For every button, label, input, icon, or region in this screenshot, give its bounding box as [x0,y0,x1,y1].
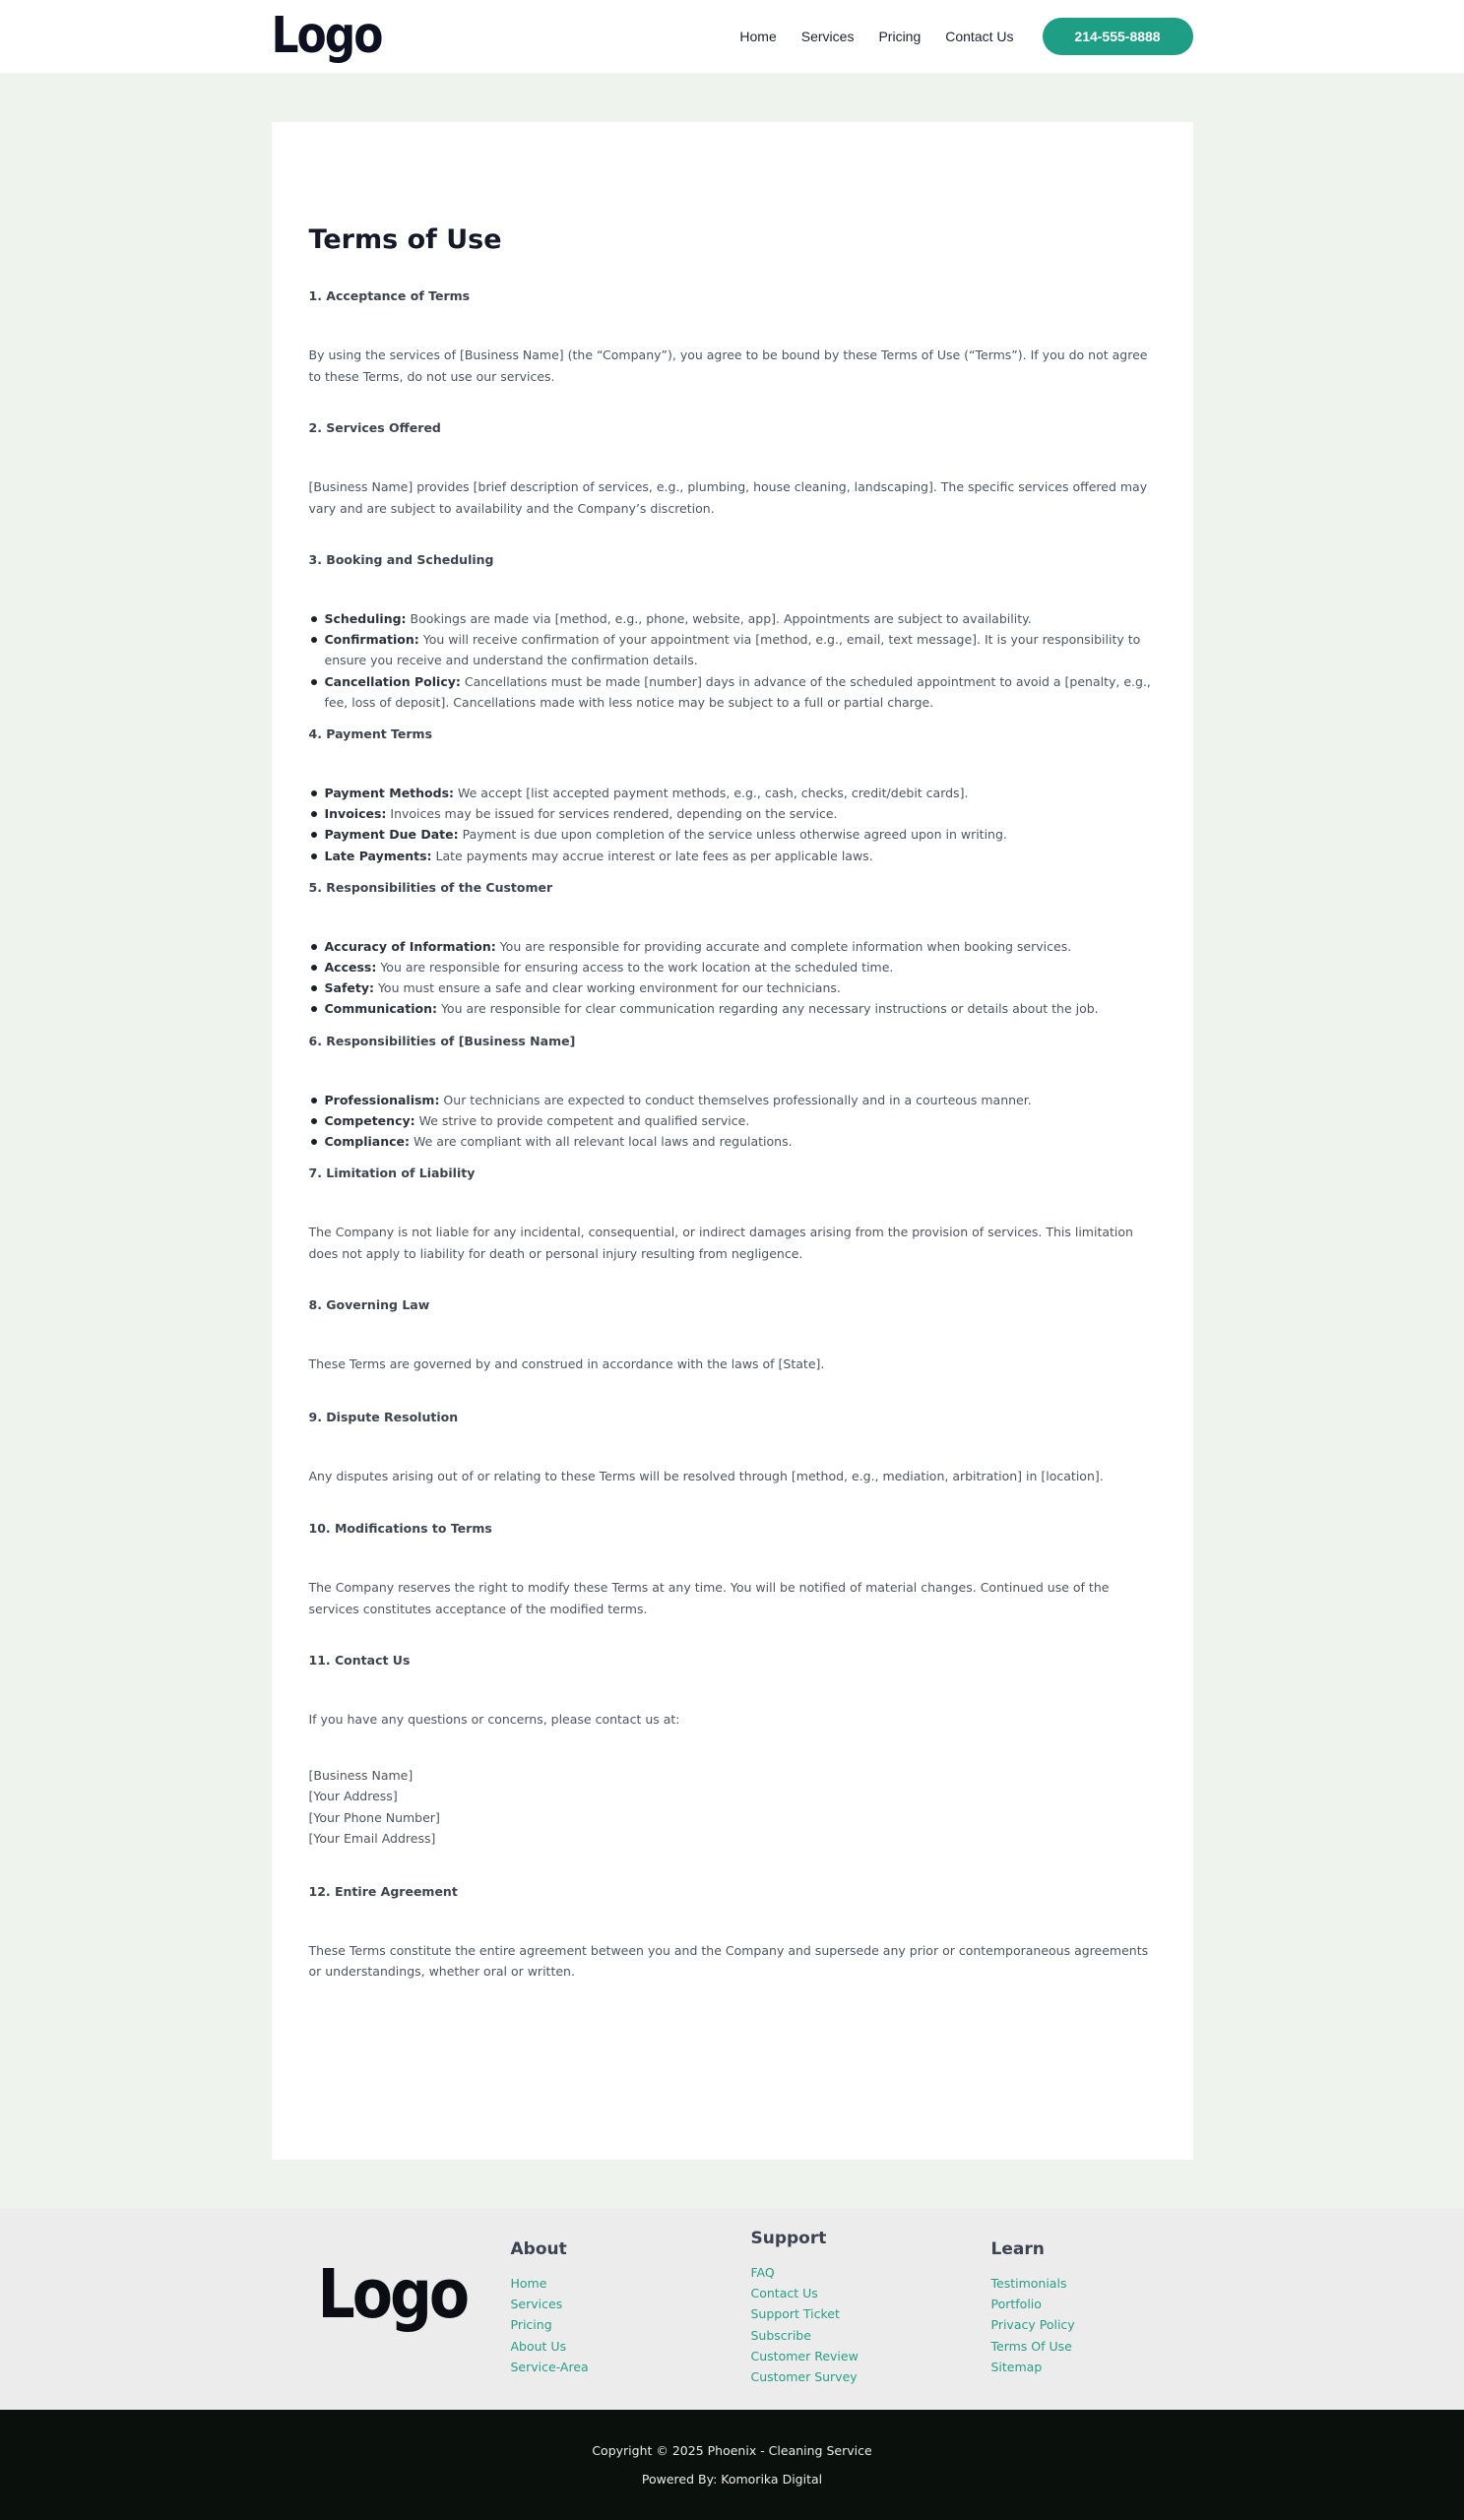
section-heading-modifications: 10. Modifications to Terms [308,1521,492,1537]
list-item-label: Communication: [324,1001,437,1017]
section-heading-booking: 3. Booking and Scheduling [308,552,494,567]
section-heading-governing-law: 8. Governing Law [308,1297,430,1313]
section-heading-business-responsibilities: 6. Responsibilities of [Business Name] [308,1033,576,1048]
list-item-label: Professionalism: [324,1092,440,1107]
list-item-label: Access: [324,960,377,976]
header-inner [272,0,1193,73]
list-item [309,671,1156,713]
list-item [309,803,1156,824]
list-item-label: Competency: [324,1112,415,1128]
footer-link-customer-review[interactable]: Customer Review [750,2348,859,2363]
list-item [309,824,1156,845]
list-item-label: Accuracy of Information: [324,938,496,954]
section-text-modifications: The Company reserves the right to modify these Terms at any time. You will be notified of material changes. Continued use of the services constitutes acceptance of the modified terms. [308,1580,1110,1616]
terms-card [272,122,1193,2160]
section-text-dispute: Any disputes arising out of or relating to these Terms will be resolved through [method, e.g., mediation, arbitration] in [location]. [308,1468,1104,1483]
footer-heading-learn: Learn [990,2239,1045,2259]
footer-link-subscribe[interactable]: Subscribe [750,2327,811,2343]
section-heading-services: 2. Services Offered [308,420,441,435]
list-item [309,936,1156,957]
footer-link-services[interactable]: Services [510,2297,563,2312]
site-footer [0,2208,1464,2410]
powered-by-text: Powered By: Komorika Digital [641,2472,823,2487]
list-item-text: You are responsible for clear communication regarding any necessary instructions or details about the job. [436,1001,1099,1017]
footer-inner [272,2208,1193,2410]
list-item [309,998,1156,1019]
footer-link-about-us[interactable]: About Us [510,2338,567,2354]
footer-link-testimonials[interactable]: Testimonials [990,2276,1067,2291]
section-heading-payment: 4. Payment Terms [308,726,433,742]
list-item-text: Invoices may be issued for services rendered, depending on the service. [386,806,838,822]
list-item-label: Compliance: [324,1134,411,1150]
list-item [309,608,1156,629]
list-item-text: You will receive confirmation of your appointment via [method, e.g., email, text message]. It is your responsibility to ensure you receive and understand the confirmation details. [324,632,1141,668]
section-text-governing-law: These Terms are governed by and construed in accordance with the laws of [State]. [308,1356,825,1372]
main-nav [739,18,1192,55]
list-item-text: We strive to provide competent and qualified service. [414,1112,750,1128]
list-item [309,1131,1156,1152]
list-item-text: Cancellations must be made [number] days in advance of the scheduled appointment to avoid a [penalty, e.g., fee, loss of deposit]. Cancellations made with less notice may be subject to a full or partial charge. [324,673,1151,710]
footer-column-about [511,2239,708,2377]
page-title: Terms of Use [308,224,502,255]
list-item-text: You must ensure a safe and clear working environment for our technicians. [373,980,841,996]
footer-link-contact-us[interactable]: Contact Us [750,2286,818,2301]
copyright-bar [0,2410,1464,2520]
footer-logo[interactable]: Logo [317,2254,468,2335]
list-item-label: Cancellation Policy: [324,673,461,689]
business-responsibilities-list [309,1090,1156,1153]
section-heading-dispute: 9. Dispute Resolution [308,1409,459,1424]
footer-heading-about: About [510,2239,567,2259]
footer-column-support [751,2229,948,2387]
main-content [0,73,1464,2208]
list-item-label: Payment Methods: [324,786,455,801]
list-item-text: Our technicians are expected to conduct themselves professionally and in a courteous manner. [439,1092,1032,1107]
section-text-liability: The Company is not liable for any incidental, consequential, or indirect damages arising from the provision of services. This limitation does not apply to liability for death or personal injury resulting from negligence. [308,1225,1133,1261]
contact-address: [Your Address] [308,1789,398,1804]
footer-link-sitemap[interactable]: Sitemap [990,2359,1043,2374]
list-item-label: Late Payments: [324,848,432,863]
list-item-label: Confirmation: [324,632,419,648]
list-item [309,1090,1156,1110]
contact-business-name: [Business Name] [308,1767,414,1783]
customer-responsibilities-list [309,936,1156,1020]
section-heading-customer-responsibilities: 5. Responsibilities of the Customer [308,879,553,895]
footer-link-service-area[interactable]: Service-Area [510,2359,589,2374]
section-text-contact: If you have any questions or concerns, please contact us at: [308,1712,680,1728]
list-item-text: You are responsible for providing accurate and complete information when booking services. [495,938,1072,954]
footer-link-pricing[interactable]: Pricing [510,2317,552,2333]
section-text-services: [Business Name] provides [brief description of services, e.g., plumbing, house cleaning, landscaping]. The specific services offered may vary and are subject to availability and the Company’s discretion. [308,479,1148,516]
footer-link-support-ticket[interactable]: Support Ticket [750,2306,840,2322]
nav-link-home[interactable]: Home [739,29,777,44]
list-item-label: Safety: [324,980,374,996]
list-item-text: You are responsible for ensuring access to the work location at the scheduled time. [376,960,894,976]
list-item [309,629,1156,670]
section-text-entire-agreement: These Terms constitute the entire agreement between you and the Company and supersede any prior or contemporaneous agreements or understandings, whether oral or written. [308,1942,1149,1980]
list-item-label: Payment Due Date: [324,827,459,843]
section-text-acceptance: By using the services of [Business Name] (the “Company”), you agree to be bound by these Terms of Use (“Terms”). If you do not agree to these Terms, do not use our services. [308,347,1148,384]
footer-link-terms-of-use[interactable]: Terms Of Use [990,2338,1072,2354]
site-header [0,0,1464,73]
list-item [309,977,1156,998]
list-item [309,846,1156,866]
section-heading-contact: 11. Contact Us [308,1653,411,1669]
list-item [309,957,1156,977]
footer-heading-support: Support [750,2229,827,2248]
contact-phone: [Your Phone Number] [308,1809,440,1825]
list-item-label: Scheduling: [324,611,407,626]
copyright-text: Copyright © 2025 Phoenix - Cleaning Service [592,2443,872,2458]
section-heading-entire-agreement: 12. Entire Agreement [308,1883,458,1899]
list-item-text: We accept [list accepted payment methods, e.g., cash, checks, credit/debit cards]. [454,786,969,801]
nav-link-services[interactable]: Services [800,29,855,44]
footer-link-customer-survey[interactable]: Customer Survey [750,2369,858,2385]
footer-link-portfolio[interactable]: Portfolio [990,2297,1042,2312]
list-item-label: Invoices: [324,806,387,822]
nav-link-contact-us[interactable]: Contact Us [945,29,1014,44]
footer-link-home[interactable]: Home [510,2276,547,2291]
list-item-text: We are compliant with all relevant local laws and regulations. [410,1134,793,1150]
list-item-text: Late payments may accrue interest or late fees as per applicable laws. [431,848,873,863]
payment-list [309,783,1156,866]
footer-link-faq[interactable]: FAQ [750,2265,775,2280]
footer-link-privacy-policy[interactable]: Privacy Policy [990,2317,1075,2333]
phone-button[interactable]: 214-555-8888 [1043,18,1193,55]
list-item-text: Payment is due upon completion of the service unless otherwise agreed upon in writing. [458,827,1007,843]
list-item-text: Bookings are made via [method, e.g., phone, website, app]. Appointments are subject to availability. [406,611,1032,626]
contact-email: [Your Email Address] [308,1831,436,1847]
footer-column-learn [991,2239,1188,2377]
contact-details [309,1765,1156,1850]
section-heading-acceptance: 1. Acceptance of Terms [308,288,471,303]
booking-list [309,608,1156,713]
nav-link-pricing[interactable]: Pricing [878,29,922,44]
site-logo[interactable]: Logo [271,7,382,65]
section-heading-liability: 7. Limitation of Liability [308,1166,476,1181]
list-item [309,1110,1156,1131]
list-item [309,783,1156,803]
